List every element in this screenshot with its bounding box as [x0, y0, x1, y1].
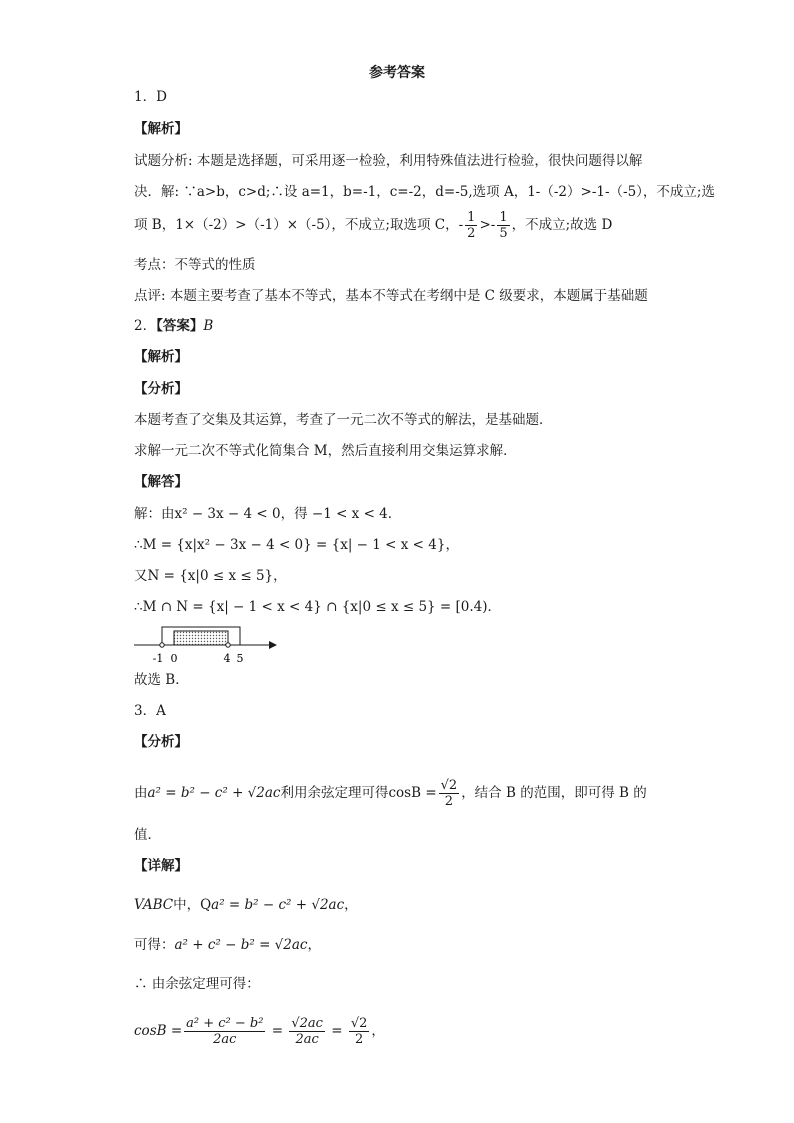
q2-step3: 又N = {x|0 ≤ x ≤ 5}， — [134, 568, 287, 584]
axis-label-0: 0 — [170, 652, 178, 665]
q3-l6-f2-num: √2ac — [291, 1016, 323, 1031]
q2-jiexi-tag: 【解析】 — [134, 349, 188, 365]
q1-header: 1．D — [134, 89, 167, 105]
q3-fenxi-tag: 【分析】 — [134, 734, 188, 750]
q3-l4-pre: 可得： — [134, 937, 175, 953]
q3-l1-frac-num: √2 — [440, 778, 458, 793]
q1-line1: 试题分析: 本题是选择题，可采用逐一检验，利用特殊值法进行检验，很快问题得以解 — [134, 153, 643, 169]
q3-l6-cos: cosB = — [134, 1023, 183, 1039]
q2-fenxi-tag: 【分析】 — [134, 381, 188, 397]
axis-arrow-icon — [269, 641, 277, 649]
q2-guxuan: 故选 B． — [134, 672, 189, 688]
q3-xiangjie-tag: 【详解】 — [134, 858, 188, 874]
q3-l3-eq: a² = b² − c² + √2ac — [211, 897, 345, 913]
q2-jieda-tag: 【解答】 — [134, 474, 188, 490]
q3-l6-frac2 — [289, 1016, 325, 1047]
q1-frac2-num: 1 — [499, 210, 508, 225]
q3-line4 — [134, 936, 321, 954]
q1-line3-pre: 项 B，1×（-2）>（-1）×（-5），不成立;取选项 C， — [134, 217, 459, 233]
axis-label-4: 4 — [223, 652, 231, 665]
q2-fenxi-line1: 本题考查了交集及其运算，考查了一元二次不等式的解法，是基础题． — [134, 412, 553, 428]
q2-fenxi-line2: 求解一元二次不等式化简集合 M，然后直接利用交集运算求解． — [134, 443, 517, 459]
q3-l6-post: ， — [371, 1023, 385, 1039]
intersection-shading — [174, 631, 228, 645]
q1-frac2-sign: - — [490, 217, 496, 233]
q3-header: 3．A — [134, 703, 166, 719]
q1-frac1-sign: - — [458, 217, 464, 233]
q1-dianping: 点评: 本题主要考查了基本不等式，基本不等式在考纲中是 C 级要求，本题属于基础题 — [134, 288, 648, 304]
q3-l6-frac3 — [349, 1016, 370, 1047]
q3-l3-zhong: 中， — [173, 897, 201, 913]
q2-header-tag: 【答案】 — [156, 318, 204, 334]
q3-l3-post: ， — [344, 897, 358, 913]
q3-l6-f3-num: √2 — [350, 1016, 368, 1031]
q1-gt: > — [479, 217, 491, 233]
q1-line3 — [134, 210, 612, 241]
q1-analysis-tag: 【解析】 — [134, 121, 188, 137]
q1-line3-post: ，不成立;故选 D — [511, 217, 613, 233]
page-title: 参考答案 — [369, 65, 425, 81]
q3-l1-post: ，结合 B 的范围，即可得 B 的 — [461, 785, 647, 801]
q3-line3 — [134, 896, 358, 914]
q2-header-num: 2． — [134, 318, 157, 334]
q3-l1-frac — [439, 778, 460, 809]
open-point-4 — [226, 643, 230, 647]
axis-label-5: 5 — [236, 652, 244, 665]
q1-kaodian: 考点：不等式的性质 — [134, 257, 256, 273]
q3-line5: ∴ 由余弦定理可得： — [134, 976, 260, 992]
q3-l1-pre: 由 — [134, 785, 148, 801]
q2-step1: 解：由x² − 3x − 4 < 0，得 −1 < x < 4． — [134, 506, 402, 522]
q3-l1-cos: cosB = — [388, 785, 437, 801]
q3-line2: 值． — [134, 827, 161, 843]
q3-l4-post: ， — [307, 937, 321, 953]
q3-l1-eq: a² = b² − c² + √2ac — [147, 785, 281, 801]
number-line-figure — [134, 622, 279, 666]
q1-frac2-den: 5 — [499, 226, 508, 241]
q1-line2: 决．解: ∵a>b，c>d;∴设 a=1，b=-1，c=-2，d=-5,选项 A，1-（-2）>-1-（-5），不成立;选 — [134, 184, 715, 200]
q3-l6-frac1 — [184, 1016, 265, 1047]
q3-line6: cosB = $\frac{\text{a² + c² − b²}}{2ac}$ = $\frac{√2ac}{2ac}$ = $\frac{√2}{2}$ ， — [134, 1016, 385, 1047]
q3-l1-mid: 利用余弦定理可得 — [280, 785, 389, 801]
q1-frac1-den: 2 — [467, 226, 476, 241]
q3-l3-triangle: VABC — [134, 897, 174, 913]
q1-frac1-num: 1 — [467, 210, 476, 225]
q2-header-ans: B — [203, 318, 214, 334]
q2-header — [134, 317, 213, 335]
q3-l6-f1-den: 2ac — [213, 1032, 237, 1047]
q2-step4: ∴M ∩ N = {x| − 1 < x < 4} ∩ {x|0 ≤ x ≤ 5} = [0.4)． — [134, 599, 502, 615]
q3-l6-f2-den: 2ac — [295, 1032, 319, 1047]
q1-frac2 — [497, 210, 509, 241]
q3-l4-eq: a² + c² − b² = √2ac — [174, 937, 308, 953]
q3-l3-q: Q — [200, 897, 212, 913]
axis-label-minus1: -1 — [152, 652, 164, 665]
open-point-minus1 — [160, 643, 164, 647]
q3-l6-f3-den: 2 — [355, 1032, 364, 1047]
q1-frac1 — [465, 210, 477, 241]
q3-l6-f1-num: a² + c² − b² — [186, 1016, 264, 1031]
q3-line1 — [134, 778, 647, 809]
q3-l1-frac-den: 2 — [444, 794, 454, 809]
q2-step2: ∴M = {x|x² − 3x − 4 < 0} = {x| − 1 < x < 4}， — [134, 537, 459, 553]
